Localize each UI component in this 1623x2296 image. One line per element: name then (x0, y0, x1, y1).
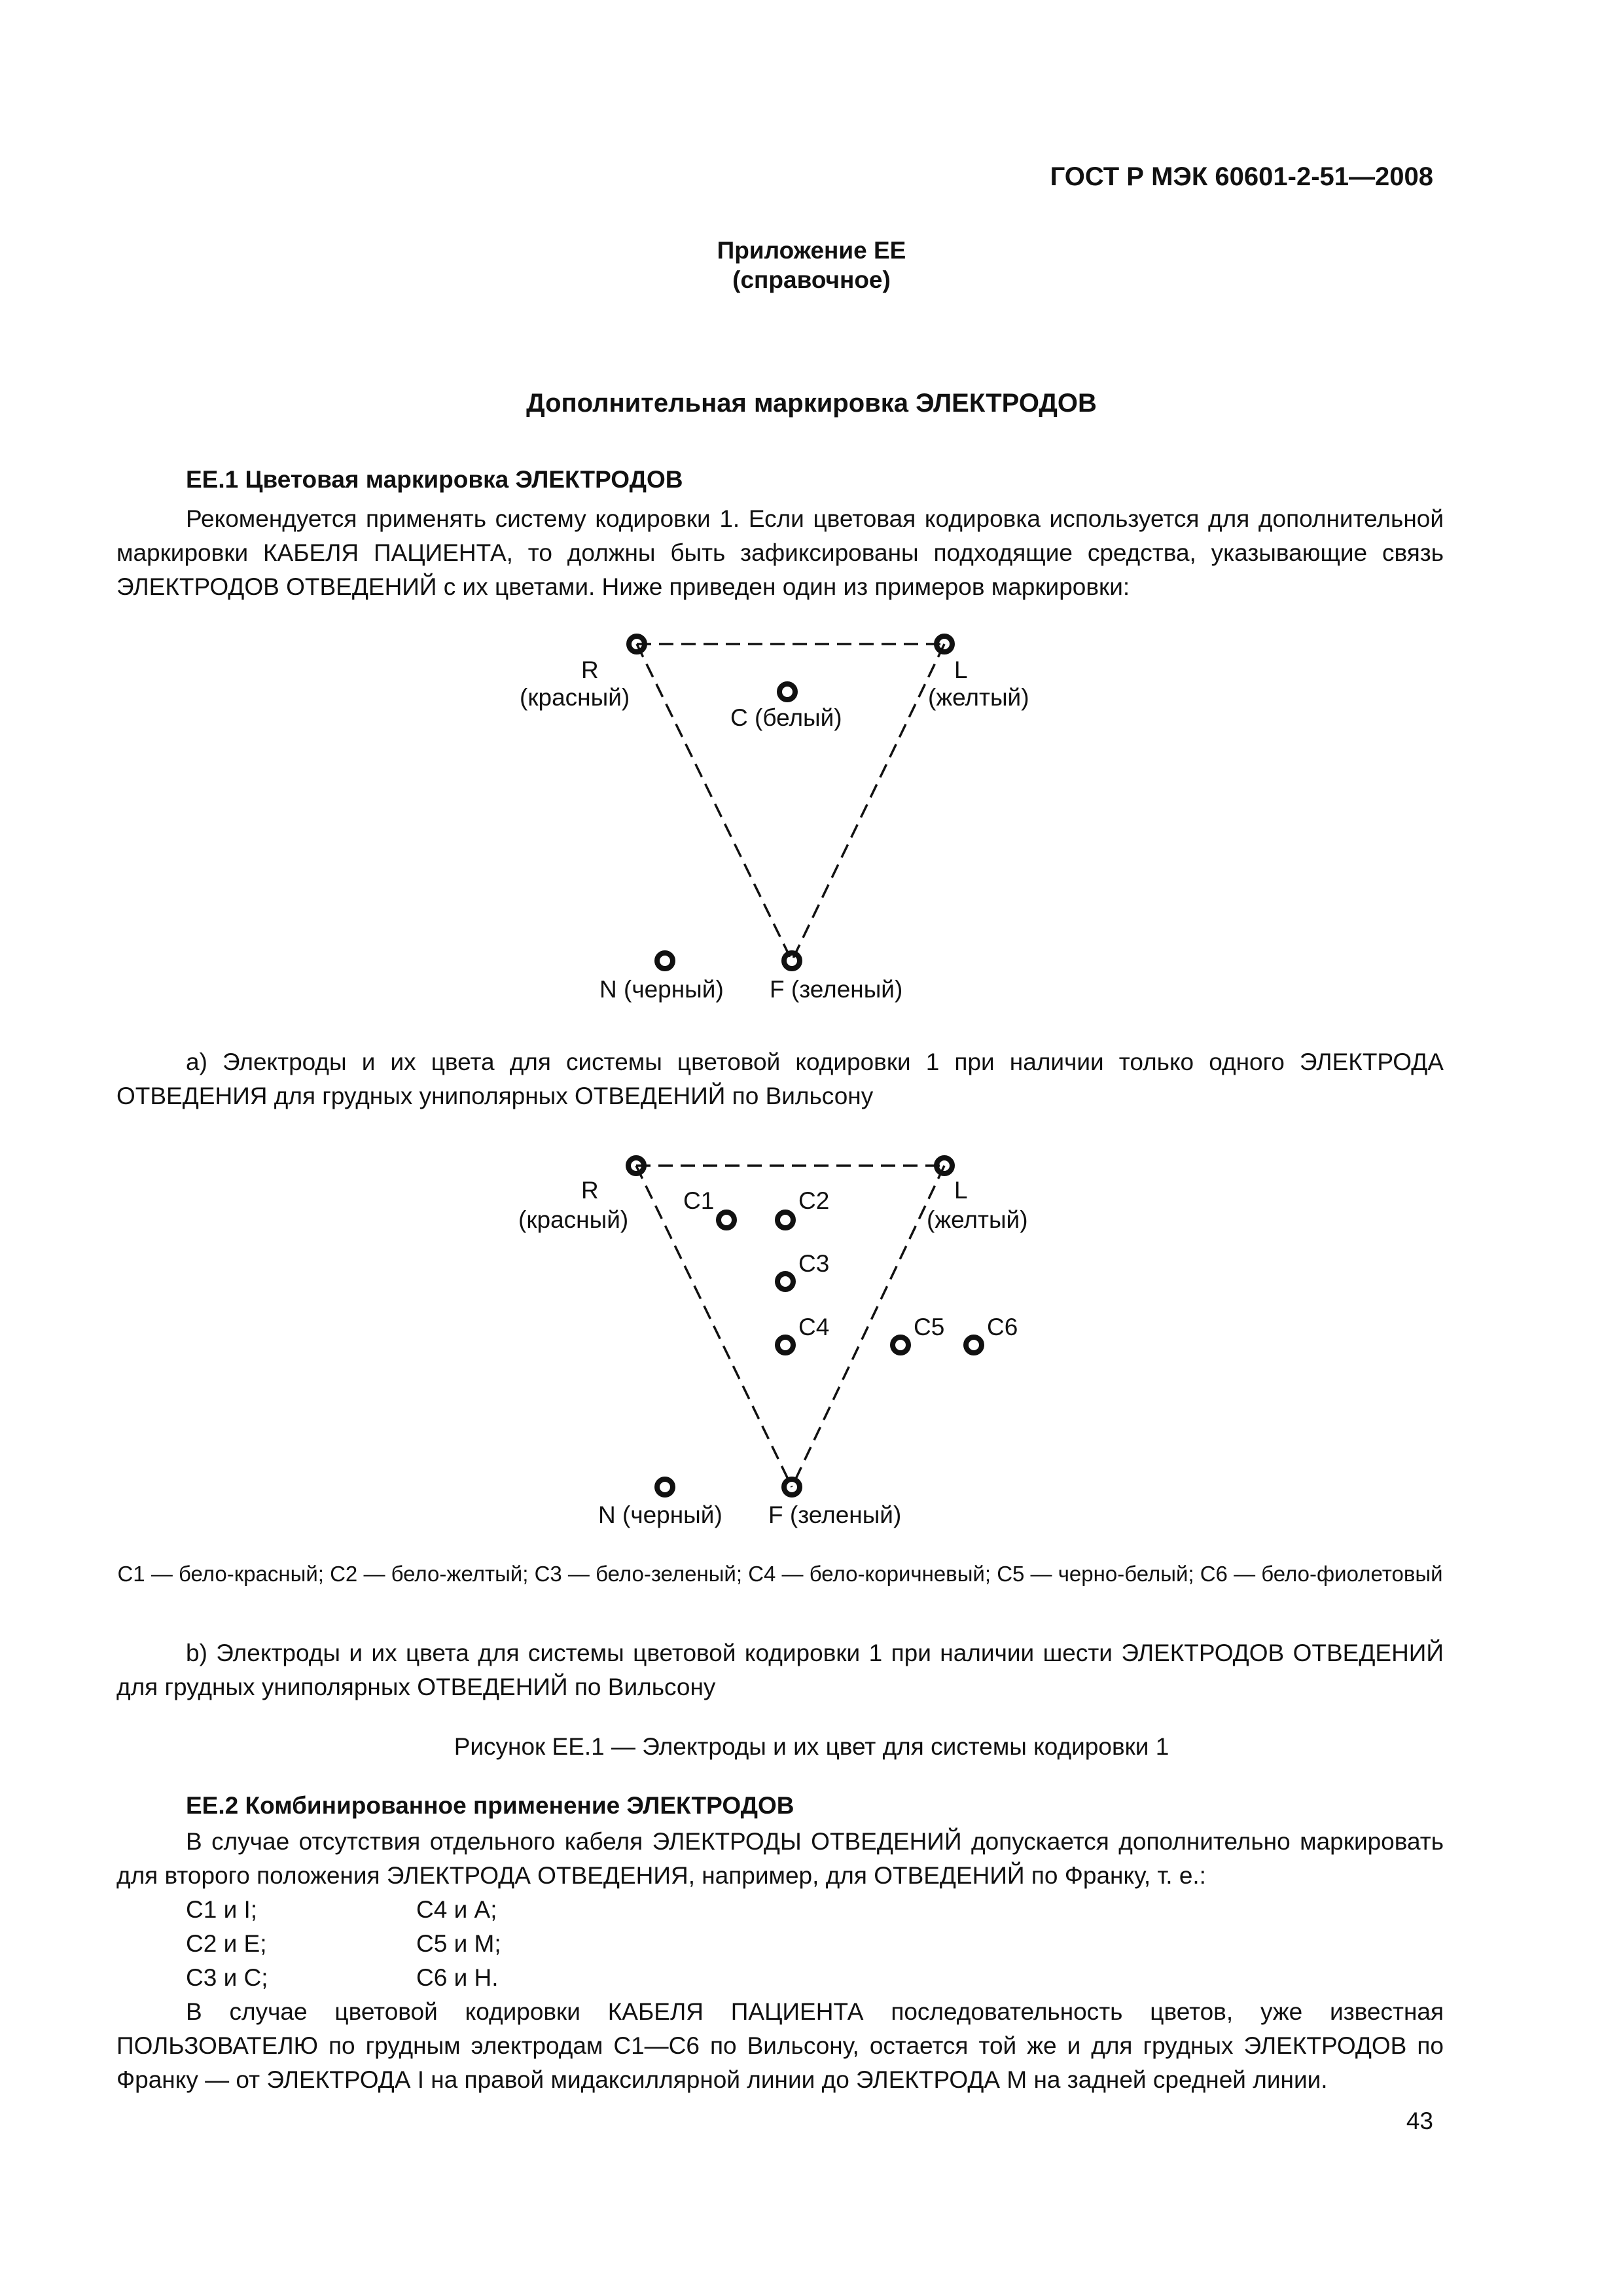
electrode-n (657, 1479, 673, 1495)
label-l-letter: L (954, 1177, 968, 1204)
label-c1: C1 (683, 1187, 715, 1214)
electrode-c5 (893, 1337, 908, 1353)
label-c2: C2 (798, 1187, 830, 1214)
label-l-letter: L (954, 656, 968, 683)
pair-left: С1 и I; (186, 1896, 258, 1923)
appendix-title: Приложение ЕЕ (717, 237, 906, 264)
figure-a-diagram (497, 615, 1086, 1021)
label-l-color: (желтый) (928, 684, 1029, 711)
electrode-c6 (966, 1337, 982, 1353)
label-n: N (черный) (598, 1501, 722, 1528)
label-l-color: (желтый) (927, 1206, 1028, 1233)
label-r-color: (красный) (520, 684, 630, 711)
electrode-n (657, 953, 673, 969)
label-r-color: (красный) (518, 1206, 629, 1233)
pair-row (186, 1927, 709, 1961)
main-title: Дополнительная маркировка ЭЛЕКТРОДОВ (526, 389, 1097, 418)
label-r-letter: R (581, 656, 599, 683)
label-c3: C3 (798, 1250, 830, 1277)
figure-a-right-side (792, 644, 944, 961)
pair-left: С3 и С; (186, 1964, 268, 1991)
pair-right: С5 и М; (416, 1930, 501, 1957)
section2-heading: ЕЕ.2 Комбинированное применение ЭЛЕКТРОДОВ (186, 1792, 794, 1819)
electrode-c4 (777, 1337, 793, 1353)
label-c: С (белый) (730, 704, 842, 731)
figure-b-legend: С1 — бело-красный; С2 — бело-желтый; С3 — бело-зеленый; С4 — бело-коричневый; С5 — черно-белый; С6 — бело-фиолетовый (117, 1562, 1443, 1586)
label-r-letter: R (581, 1177, 599, 1204)
electrode-c1 (719, 1212, 734, 1228)
figure-b-diagram (497, 1139, 1086, 1545)
document-standard-header: ГОСТ Р МЭК 60601-2-51—2008 (1050, 162, 1433, 191)
electrode-c2 (777, 1212, 793, 1228)
figure-a-left-side (637, 644, 792, 961)
pair-row (186, 1961, 709, 1995)
pair-right: С4 и А; (416, 1896, 497, 1923)
electrode-c3 (777, 1274, 793, 1289)
pair-list (186, 1893, 709, 1995)
pair-row (186, 1893, 709, 1927)
section2-paragraph2: В случае цветовой кодировки КАБЕЛЯ ПАЦИЕНТА последовательность цветов, уже известная ПОЛЬЗОВАТЕЛЮ по грудным электродам С1—С6 по Вильсону, остается той же и для грудных ЭЛЕКТРОДОВ по Франку — от ЭЛЕКТРОДА I на правой мидаксиллярной линии до ЭЛЕКТРОДА М на задней средней линии. (116, 1998, 1444, 2093)
label-c4: C4 (798, 1314, 830, 1340)
figure-b-caption: b) Электроды и их цвета для системы цветовой кодировки 1 при наличии шести ЭЛЕКТРОДОВ ОТВЕДЕНИЙ для грудных униполярных ОТВЕДЕНИЙ по Вильсону (116, 1640, 1444, 1700)
label-f: F (зеленый) (770, 976, 903, 1003)
label-f: F (зеленый) (768, 1501, 902, 1528)
figure-caption: Рисунок ЕЕ.1 — Электроды и их цвет для системы кодировки 1 (454, 1733, 1169, 1760)
section2-paragraph1: В случае отсутствия отдельного кабеля ЭЛЕКТРОДЫ ОТВЕДЕНИЙ допускается дополнительно маркировать для второго положения ЭЛЕКТРОДА ОТВЕДЕНИЯ, например, для ОТВЕДЕНИЙ по Франку, т. е.: (116, 1828, 1444, 1889)
appendix-note: (справочное) (732, 266, 891, 293)
pair-right: С6 и Н. (416, 1964, 499, 1991)
section1-heading: ЕЕ.1 Цветовая маркировка ЭЛЕКТРОДОВ (186, 466, 683, 493)
section1-paragraph: Рекомендуется применять систему кодировки 1. Если цветовая кодировка используется для дополнительной маркировки КАБЕЛЯ ПАЦИЕНТА, то должны быть зафиксированы подходящие средства, указывающие связь ЭЛЕКТРОДОВ ОТВЕДЕНИЙ с их цветами. Ниже приведен один из примеров маркировки: (116, 505, 1444, 600)
figure-a-caption: а) Электроды и их цвета для системы цветовой кодировки 1 при наличии только одного ЭЛЕКТРОДА ОТВЕДЕНИЯ для грудных униполярных ОТВЕДЕНИЙ по Вильсону (116, 1049, 1444, 1109)
label-n: N (черный) (599, 976, 724, 1003)
label-c6: C6 (987, 1314, 1018, 1340)
electrode-f (784, 953, 800, 969)
page-number: 43 (1406, 2108, 1433, 2134)
electrode-c (779, 684, 795, 700)
label-c5: C5 (914, 1314, 945, 1340)
pair-left: С2 и Е; (186, 1930, 267, 1957)
